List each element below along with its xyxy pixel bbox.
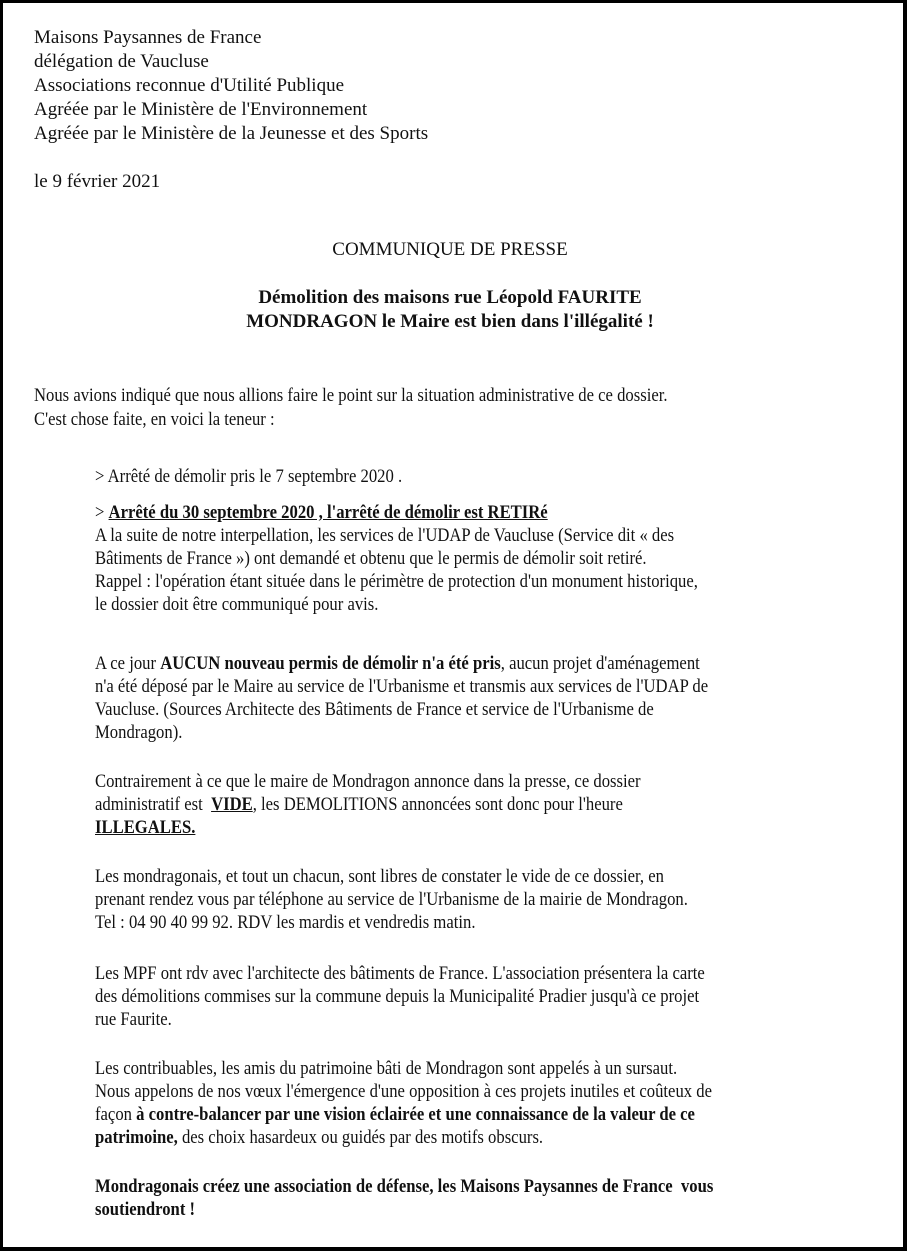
timeline-item-1: > Arrêté de démolir pris le 7 septembre 2020 . [95,467,403,487]
letterhead-line: Maisons Paysannes de France [34,27,262,48]
emphasis-vide: VIDE [211,795,253,815]
paragraph-line: Les mondragonais, et tout un chacun, sont libres de constater le vide de ce dossier, en [95,867,664,887]
phone-and-hours: Tel : 04 90 40 99 92. RDV les mardis et vendredis matin. [95,913,476,933]
paragraph-line: Contrairement à ce que le maire de Mondragon annonce dans la presse, ce dossier [95,772,641,792]
emphasis-text: à contre-balancer par une vision éclairée et une connaissance de la valeur de ce [136,1105,695,1125]
emphasis-text: patrimoine, [95,1128,178,1148]
paragraph-line [95,794,623,816]
letterhead-line: Agréée par le Ministère de la Jeunesse et des Sports [34,123,429,144]
closing-call-to-action: soutiendront ! [95,1200,196,1220]
press-release-page [3,3,903,1247]
text-run: , les DEMOLITIONS annoncées sont donc pour l'heure [252,795,623,815]
paragraph-line [95,653,700,675]
text-run: , aucun projet d'aménagement [500,654,700,674]
emphasis-illegales: ILLEGALES. [95,818,196,838]
paragraph-line: le dossier doit être communiqué pour avis. [95,595,379,615]
text-run: des choix hasardeux ou guidés par des motifs obscurs. [177,1128,544,1148]
document-type-heading: COMMUNIQUE DE PRESSE [332,239,568,260]
letterhead-line: Agréée par le Ministère de l'Environnement [34,99,368,120]
text-run: administratif est [95,795,212,815]
paragraph-line: Nous appelons de nos vœux l'émergence d'une opposition à ces projets inutiles et coûteux de [95,1082,712,1102]
document-date: le 9 février 2021 [34,171,161,192]
paragraph-line [95,1127,543,1149]
item-prefix: > [95,503,109,523]
paragraph-line: des démolitions commises sur la commune depuis la Municipalité Pradier jusqu'à ce projet [95,987,700,1007]
text-run: façon [95,1105,137,1125]
withdrawal-heading: Arrêté du 30 septembre 2020 , l'arrêté de démolir est RETIRé [108,503,548,523]
letterhead-line: délégation de Vaucluse [34,51,209,72]
paragraph-line: Vaucluse. (Sources Architecte des Bâtiments de France et service de l'Urbanisme de [95,700,654,720]
closing-call-to-action: Mondragonais créez une association de défense, les Maisons Paysannes de France vous [95,1177,714,1197]
paragraph-line: Bâtiments de France ») ont demandé et obtenu que le permis de démolir soit retiré. [95,549,647,569]
intro-line: C'est chose faite, en voici la teneur : [34,410,275,430]
headline-line-2: MONDRAGON le Maire est bien dans l'illégalité ! [246,311,654,332]
headline-line-1: Démolition des maisons rue Léopold FAURITE [258,287,642,308]
paragraph-line: Les MPF ont rdv avec l'architecte des bâtiments de France. L'association présentera la carte [95,964,705,984]
paragraph-line: Mondragon). [95,723,183,743]
paragraph-line: Les contribuables, les amis du patrimoine bâti de Mondragon sont appelés à un sursaut. [95,1059,678,1079]
paragraph-line: rue Faurite. [95,1010,172,1030]
paragraph-line: prenant rendez vous par téléphone au service de l'Urbanisme de la mairie de Mondragon. [95,890,688,910]
letterhead-line: Associations reconnue d'Utilité Publique [34,75,345,96]
paragraph-line: n'a été déposé par le Maire au service de l'Urbanisme et transmis aux services de l'UDAP de [95,677,709,697]
paragraph-line: Rappel : l'opération étant située dans le périmètre de protection d'un monument historique, [95,572,698,592]
text-run: A ce jour [95,654,161,674]
paragraph-line [95,1104,695,1126]
paragraph-line: A la suite de notre interpellation, les services de l'UDAP de Vaucluse (Service dit « des [95,526,675,546]
timeline-item-2-heading [95,502,548,524]
emphasis-text: AUCUN nouveau permis de démolir n'a été pris [160,654,501,674]
intro-line: Nous avions indiqué que nous allions faire le point sur la situation administrative de ce dossier. [34,386,668,406]
